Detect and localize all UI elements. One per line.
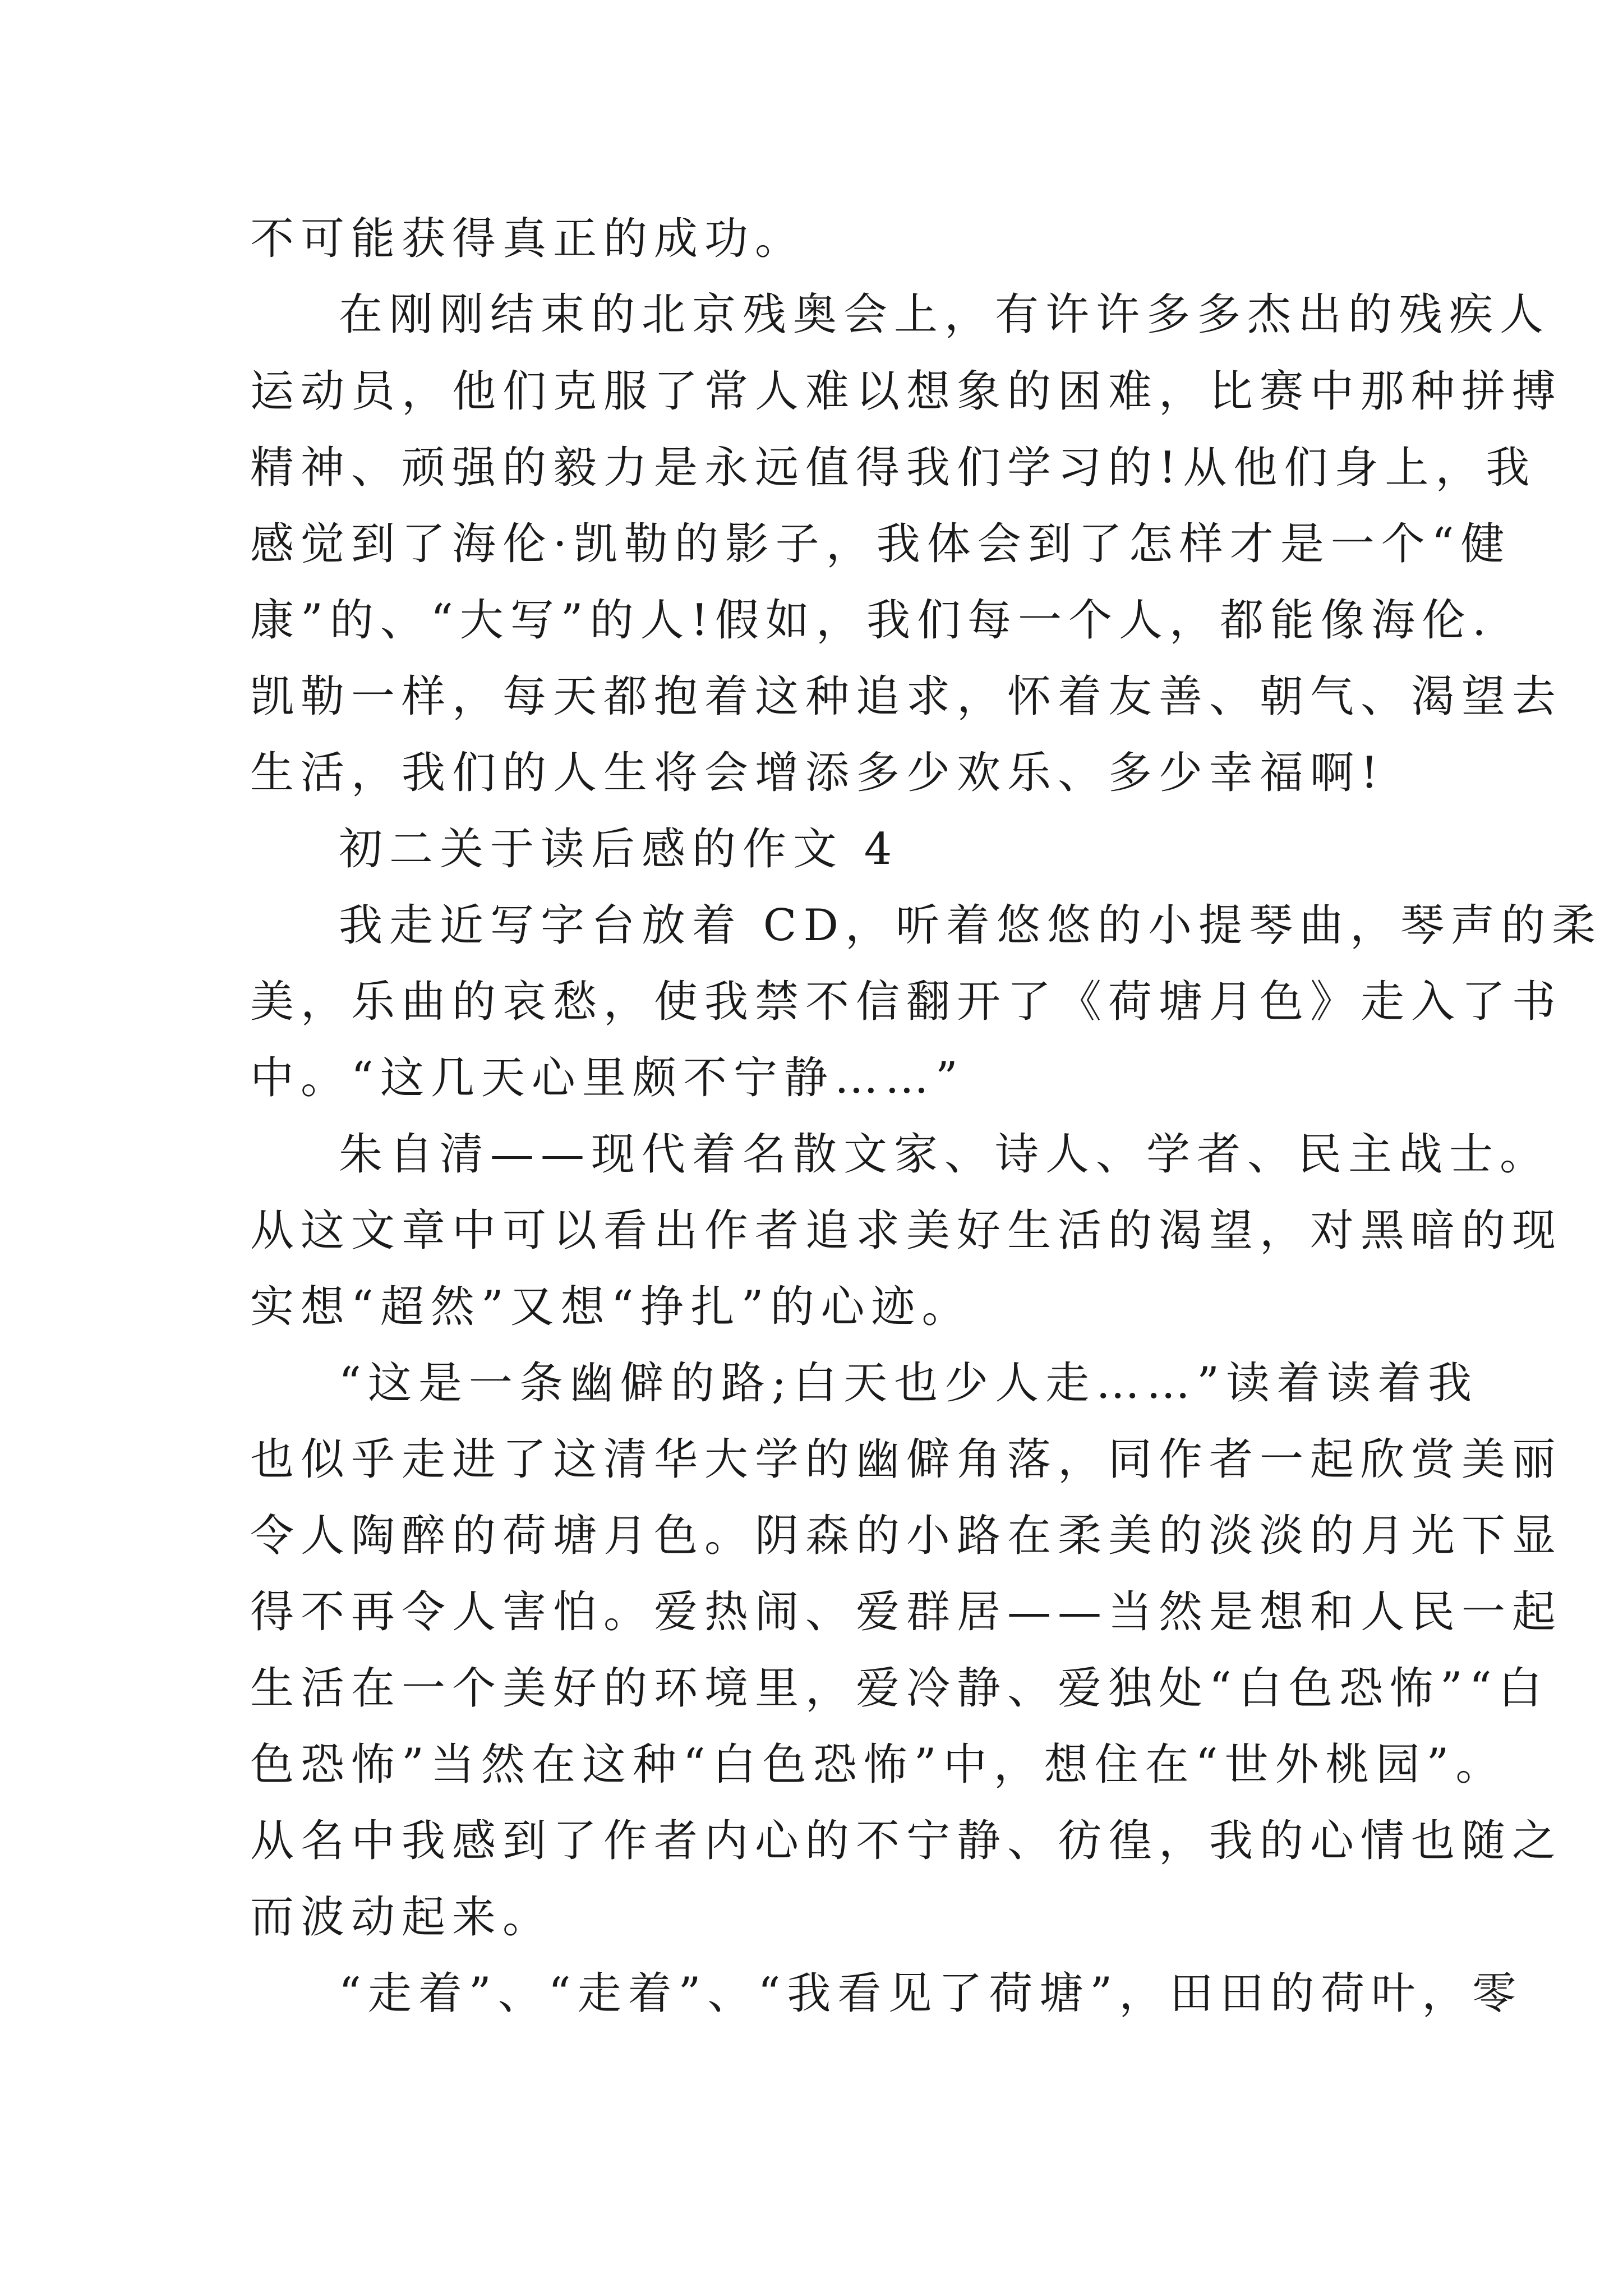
text-line: 色恐怖”当然在这种“白色恐怖”中，想住在“世外桃园”。 bbox=[250, 1740, 1506, 1790]
text-line: “这是一条幽僻的路;白天也少人走……”读着读着我 bbox=[339, 1358, 1479, 1409]
text-line: “走着”、“走着”、“我看见了荷塘”，田田的荷叶，零 bbox=[339, 1968, 1523, 2019]
text-line: 不可能获得真正的成功。 bbox=[250, 214, 806, 264]
text-line: 而波动起来。 bbox=[250, 1892, 554, 1943]
text-line: 中。“这几天心里颇不宁静……” bbox=[250, 1053, 965, 1103]
text-line: 感觉到了海伦·凯勒的影子，我体会到了怎样才是一个“健 bbox=[250, 519, 1511, 569]
text-line: 凯勒一样，每天都抱着这种追求，怀着友善、朝气、渴望去 bbox=[250, 671, 1563, 722]
section-heading: 初二关于读后感的作文 4 bbox=[339, 824, 899, 875]
text-line: 精神、顽强的毅力是永远值得我们学习的!从他们身上，我 bbox=[250, 443, 1537, 493]
text-line: 我走近写字台放着 CD，听着悠悠的小提琴曲，琴声的柔 bbox=[339, 900, 1603, 951]
text-line: 在刚刚结束的北京残奥会上，有许许多多杰出的残疾人 bbox=[339, 289, 1551, 340]
text-line: 康”的、“大写”的人!假如，我们每一个人，都能像海伦. bbox=[250, 595, 1493, 646]
text-line: 运动员，他们克服了常人难以想象的困难，比赛中那种拼搏 bbox=[250, 366, 1563, 417]
text-line: 得不再令人害怕。爱热闹、爱群居——当然是想和人民一起 bbox=[250, 1587, 1563, 1637]
text-line: 生活在一个美好的环境里，爱冷静、爱独处“白色恐怖”“白 bbox=[250, 1663, 1549, 1714]
text-line: 朱自清——现代着名散文家、诗人、学者、民主战士。 bbox=[339, 1129, 1551, 1180]
text-line: 令人陶醉的荷塘月色。阴森的小路在柔美的淡淡的月光下显 bbox=[250, 1511, 1563, 1561]
text-line: 美，乐曲的哀愁，使我禁不信翻开了《荷塘月色》走入了书 bbox=[250, 977, 1563, 1027]
text-line: 生活，我们的人生将会增添多少欢乐、多少幸福啊! bbox=[250, 748, 1385, 798]
text-line: 实想“超然”又想“挣扎”的心迹。 bbox=[250, 1282, 972, 1332]
text-line: 从名中我感到了作者内心的不宁静、彷徨，我的心情也随之 bbox=[250, 1816, 1563, 1866]
text-line: 也似乎走进了这清华大学的幽僻角落，同作者一起欣赏美丽 bbox=[250, 1434, 1563, 1485]
text-line: 从这文章中可以看出作者追求美好生活的渴望，对黑暗的现 bbox=[250, 1205, 1563, 1256]
